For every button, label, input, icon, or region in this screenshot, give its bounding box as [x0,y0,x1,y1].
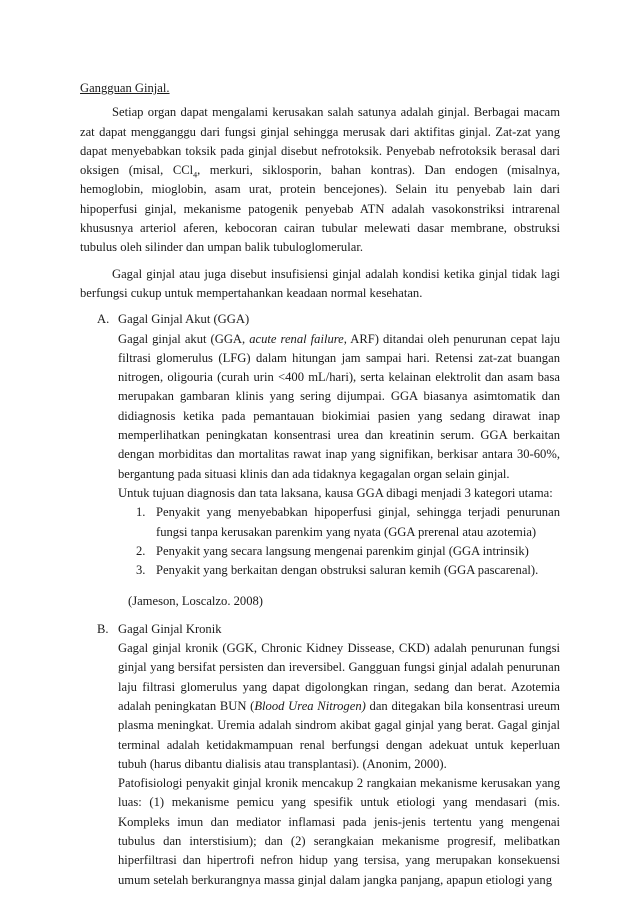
paragraph-intro [80,103,560,257]
list-item [118,561,560,580]
section-paragraph [118,330,560,484]
italic-term: acute renal failure, [249,331,347,346]
text-run: ARF) ditandai oleh penurunan cepat laju filtrasi glomerulus (LFG) dalam hitungan jam sampai hari. Retensi zat-zat buangan nitrogen, oligouria (curah urin <400 mL/hari), serta kelainan elektrolit dan asam basa merupakan gambaran klinis yang sering dijumpai. GGA biasanya asimtomatik dan didiagnosis ketika pada pemantauan biokimiai pasien yang sedang dirawat inap memperlihatkan peningkatan konsentrasi urea dan kreatinin serum. GGA berkaitan dengan morbiditas dan mortalitas rawat inap yang signifikan, berkisar antara 30-60%, bergantung pada situasi klinis dan ada tidaknya kegagalan organ selain ginjal. [118,331,560,481]
section-paragraph: Untuk tujuan diagnosis dan tata laksana, kausa GGA dibagi menjadi 3 kategori utama: [118,485,553,500]
list-number: 2. [136,543,146,558]
list-text: Penyakit yang berkaitan dengan obstruksi saluran kemih (GGA pascarenal). [156,563,539,578]
page-title: Gangguan Ginjal. [80,81,170,95]
cause-list [118,503,560,580]
subscript: 4 [193,170,198,180]
section-marker: A. [97,312,110,327]
paragraph-intro-text-cont: , merkuri, siklosporin, bahan kontras). Dan endogen (misalnya, hemoglobin, mioglobin, asam urat, protein bencejones). Selain itu penyebab lain dari hipoperfusi ginjal, mekanisme patogenik penyebab ATN adalah vasokonstriksi intrarenal khususnya arteriol aferen, kebocoran cairan tubular melewati dasar membrane, obstruksi tubulus oleh silinder dan umpan balik tubuloglomerular. [80,163,560,255]
text-run: Gagal ginjal akut (GGA, [118,331,250,346]
paragraph-definition: Gagal ginjal atau juga disebut insufisiensi ginjal adalah kondisi ketika ginjal tidak lagi berfungsi cukup untuk mempertahankan keadaan normal kesehatan. [80,266,560,300]
section-marker: B. [97,621,109,636]
text-run: Gagal ginjal kronik (GGK, Chronic Kidney Dissease, CKD) adalah penurunan fungsi ginjal yang bersifat persisten dan ireversibel. Gangguan fungsi ginjal adalah penurunan laju filtrasi glomerulus yang dapat digolongkan ringan, sedang dan berat. Azotemia adalah peningkatan BUN ( [118,641,560,713]
list-text: Penyakit yang menyebabkan hipoperfusi ginjal, sehingga terjadi penurunan fungsi tanpa kerusakan parenkim yang nyata (GGA prerenal atau azotemia) [156,505,560,539]
list-number: 3. [136,563,146,578]
section-paragraph [118,639,560,774]
list-text: Penyakit yang secara langsung mengenai parenkim ginjal (GGA intrinsik) [156,543,529,558]
list-number: 1. [136,505,146,520]
citation: (Jameson, Loscalzo. 2008) [128,594,263,609]
italic-term: Blood Urea Nitrogen) [254,698,366,713]
document-page [80,79,560,890]
text-run: dan ditegakan bila konsentrasi ureum plasma meningkat. Uremia adalah sindrom akibat gagal ginjal yang berat. Gagal ginjal terminal adalah ketidakmampuan renal berfungsi dengan adekuat untuk keperluan tubuh (harus dibantu dialisis atau transplantasi). (Anonim, 2000). [118,698,560,771]
section-ggk [80,620,560,890]
paragraph-intro-text: Setiap organ dapat mengalami kerusakan salah satunya adalah ginjal. Berbagai macam zat dapat mengganggu dari fungsi ginjal sehingga merusak dari aktifitas ginjal. Zat-zat yang dapat menyebabkan toksik pada ginjal disebut nefrotoksik. Penyebab nefrotoksik berasal dari oksigen (misal, CCl [80,105,560,178]
section-title: Gagal Ginjal Kronik [118,621,222,636]
section-title: Gagal Ginjal Akut (GGA) [118,312,250,327]
section-paragraph: Patofisiologi penyakit ginjal kronik mencakup 2 rangkaian mekanisme kerusakan yang luas: (1) mekanisme pemicu yang spesifik untuk etiologi yang mendasari (mis. Kompleks imun dan mediator inflamasi pada jenis-jenis tertentu yang mengenai tubulus dan interstisium); dan (2) serangkaian mekanisme progresif, melibatkan hiperfiltrasi dan hipertrofi nefron hidup yang tersisa, yang merupakan konsekuensi umum setelah berkurangnya massa ginjal dalam jangka panjang, apapun etiologi yang [118,776,560,887]
section-gga [80,310,560,611]
list-item [118,503,560,542]
list-item [118,542,560,561]
